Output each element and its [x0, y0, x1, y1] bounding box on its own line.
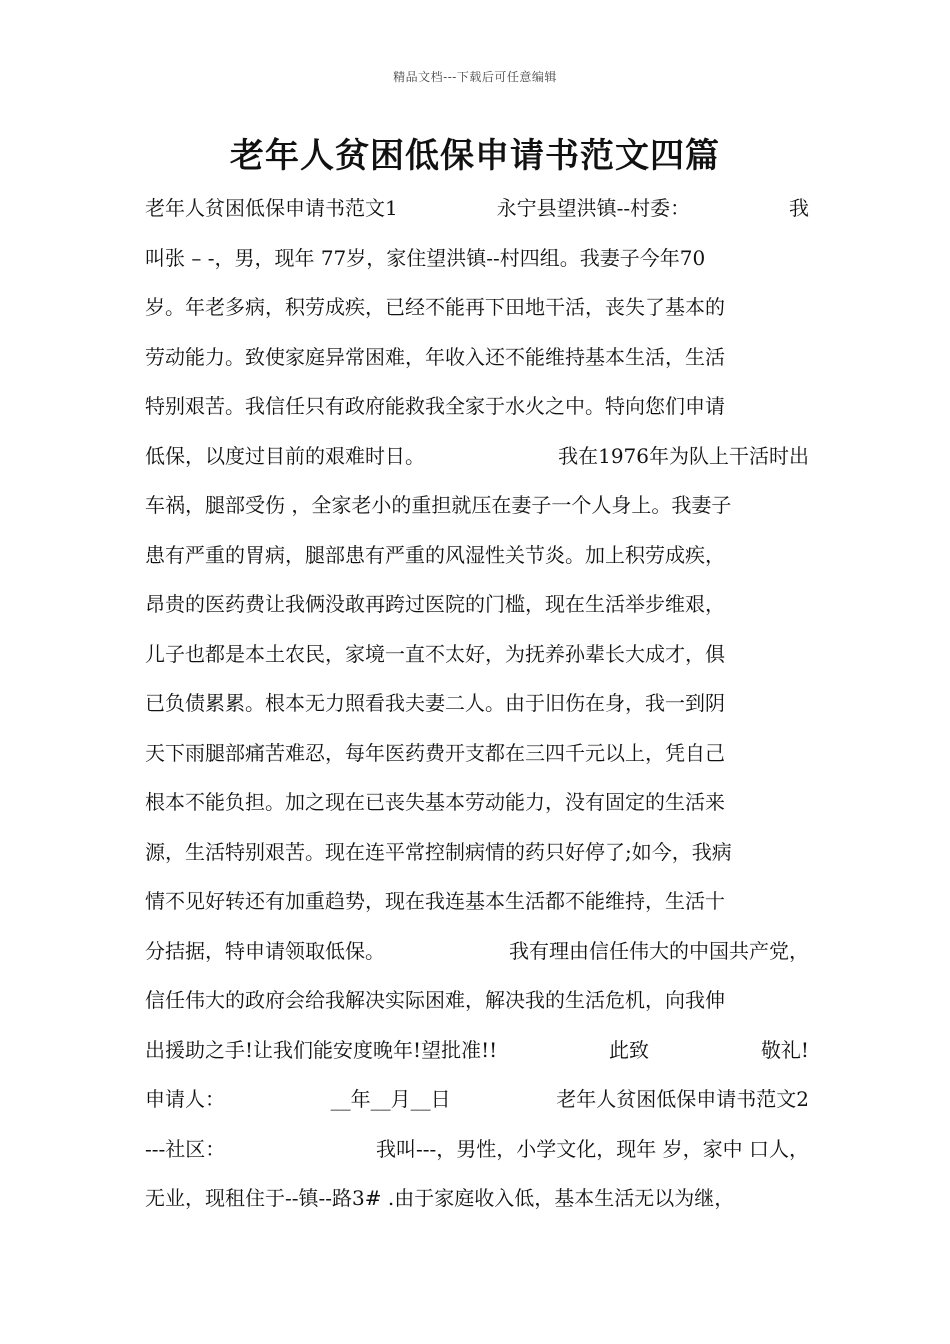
text-segment: 劳动能力。致使家庭异常困难，年收入还不能维持基本生活，生活 [145, 344, 725, 369]
text-line [145, 380, 809, 430]
text-segment: 特别艰苦。我信任只有政府能救我全家于水火之中。特向您们申请 [145, 394, 725, 419]
text-segment: 信任伟大的政府会给我解决实际困难，解决我的生活危机，向我伸 [145, 988, 725, 1013]
text-segment: 叫张 – -，男，现年 77岁，家住望洪镇--村四组。我妻子今年70 [145, 245, 706, 270]
text-line [145, 1123, 809, 1173]
text-segment: 昂贵的医药费让我俩没敢再跨过医院的门槛，现在生活举步维艰， [145, 592, 725, 617]
text-segment: 永宁县望洪镇--村委： [496, 196, 691, 221]
text-line [145, 232, 809, 282]
text-line [145, 281, 809, 331]
text-segment: 此致 [609, 1037, 650, 1062]
text-line [145, 1024, 809, 1074]
text-line [145, 677, 809, 727]
text-segment: 情不见好转还有加重趋势，现在我连基本生活都不能维持，生活十 [145, 889, 725, 914]
text-line [145, 727, 809, 777]
text-segment: 车祸，腿部受伤 ，全家老小的重担就压在妻子一个人身上。我妻子 [145, 493, 732, 518]
text-segment: ---社区： [145, 1136, 226, 1161]
document-body [145, 182, 809, 1222]
text-segment: 患有严重的胃病，腿部患有严重的风湿性关节炎。加上积劳成疾， [145, 542, 725, 567]
text-segment: 申请人： [145, 1087, 225, 1112]
text-segment: 源，生活特别艰苦。现在连平常控制病情的药只好停了;如今，我病 [145, 839, 732, 864]
text-line [145, 331, 809, 381]
text-segment: 敬礼! [760, 1037, 809, 1062]
page-header: 精品文档---下载后可任意编辑 [393, 70, 557, 84]
document-title: 老年人贫困低保申请书范文四篇 [230, 136, 720, 176]
text-segment: 我 [789, 196, 809, 221]
text-segment: 低保，以度过目前的艰难时日。 [145, 443, 425, 468]
text-segment: 岁。年老多病，积劳成疾，已经不能再下田地干活，丧失了基本的 [145, 295, 725, 320]
text-line [145, 826, 809, 876]
text-line [145, 974, 809, 1024]
text-segment: 我在1976年为队上干活时出 [558, 443, 809, 468]
text-segment: 出援助之手!让我们能安度晚年!望批准!! [145, 1037, 498, 1062]
text-line [145, 925, 809, 975]
text-line [145, 875, 809, 925]
text-line [145, 578, 809, 628]
text-line [145, 479, 809, 529]
text-line [145, 1073, 809, 1123]
text-segment: 儿子也都是本土农民，家境一直不太好，为抚养孙辈长大成才，俱 [145, 641, 725, 666]
text-segment: 天下雨腿部痛苦难忍，每年医药费开支都在三四千元以上，凭自己 [145, 740, 725, 765]
text-segment: 分拮据，特申请领取低保。 [145, 938, 385, 963]
text-line [145, 182, 809, 232]
text-segment: __年__月__日 [330, 1087, 451, 1112]
text-segment: 已负债累累。根本无力照看我夫妻二人。由于旧伤在身，我一到阴 [145, 691, 725, 716]
text-line [145, 1172, 809, 1222]
text-line [145, 628, 809, 678]
text-line [145, 430, 809, 480]
text-segment: 无业，现租住于--镇--路3# .由于家庭收入低，基本生活无以为继， [145, 1186, 735, 1211]
text-segment: 老年人贫困低保申请书范文2 [556, 1087, 809, 1112]
text-segment: 根本不能负担。加之现在已丧失基本劳动能力，没有固定的生活来 [145, 790, 725, 815]
text-line [145, 529, 809, 579]
text-segment: 我有理由信任伟大的中国共产党， [509, 938, 809, 963]
text-line [145, 776, 809, 826]
text-segment: 老年人贫困低保申请书范文1 [145, 196, 398, 221]
text-segment: 我叫---，男性，小学文化，现年 岁，家中 口人， [376, 1136, 809, 1161]
